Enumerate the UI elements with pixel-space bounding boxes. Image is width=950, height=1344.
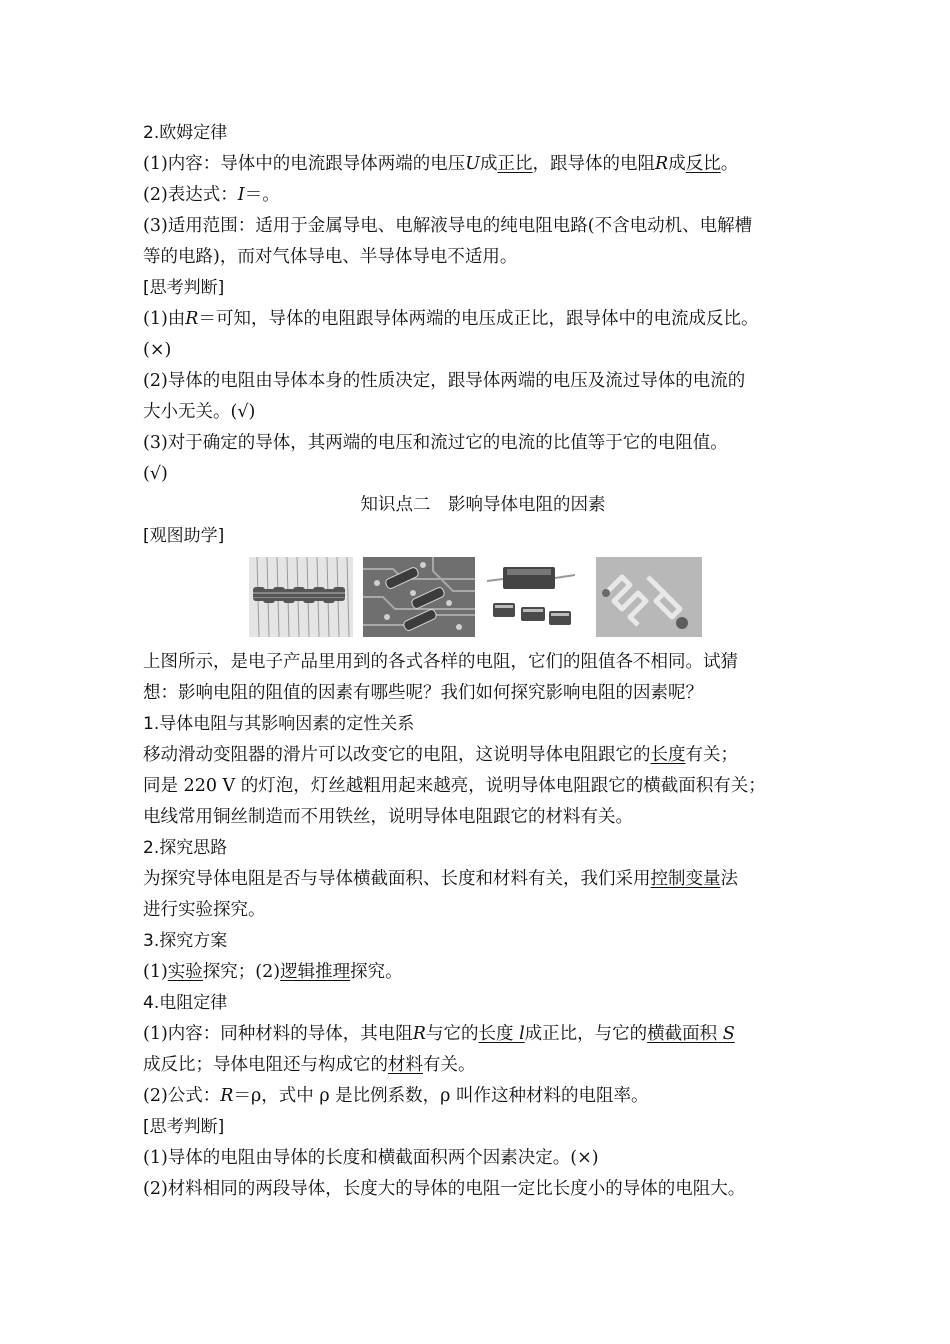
answer-length-l (478, 1024, 524, 1044)
approach-heading: 2.探究思路 (143, 838, 228, 858)
symbol-s: S (722, 1024, 735, 1044)
symbol-r: R (220, 1086, 234, 1106)
text: (1) (143, 962, 168, 982)
text: 探究。 (350, 962, 403, 982)
text: 有关； (685, 745, 738, 765)
symbol-u: U (465, 154, 481, 174)
qualitative-line-2: 同是 220 V 的灯泡，灯丝越粗用起来越亮，说明导体电阻跟它的横截面积有关； (143, 776, 766, 796)
plan-line (143, 957, 823, 988)
judge-item-1 (143, 304, 823, 335)
text: (2)公式： (143, 1086, 221, 1106)
photo-power-resistors (483, 557, 579, 637)
symbol-i: I (237, 185, 245, 205)
text: 长度 (478, 1024, 514, 1044)
answer-experiment: 实验 (167, 962, 203, 982)
view-help-paragraph: 上图所示，是电子产品里用到的各式各样的电阻，它们的阻值各不相同。试猜 (143, 652, 738, 672)
text: 成 (480, 154, 498, 174)
symbol-r: R (412, 1024, 426, 1044)
text: 探究；(2) (202, 962, 281, 982)
think-judge-heading-2: [思考判断] (143, 1117, 225, 1137)
photo-axial-resistors (249, 557, 353, 637)
ohm-law-expression (143, 180, 823, 211)
qualitative-heading: 1.导体电阻与其影响因素的定性关系 (143, 714, 415, 734)
resistance-law-heading: 4.电阻定律 (143, 993, 228, 1013)
text: ＝。 (244, 185, 280, 205)
text: 。 (720, 154, 739, 174)
text: ，跟导体的电阻 (532, 154, 656, 174)
judge-item-2-cont: 大小无关。(√) (143, 402, 256, 422)
answer-material: 材料 (388, 1055, 423, 1075)
judge2-item-1: (1)导体的电阻由导体的长度和横截面积两个因素决定。(×) (143, 1148, 599, 1168)
answer-area-s (647, 1024, 735, 1044)
judge-item-1-answer: (×) (143, 340, 172, 360)
ohm-law-content (143, 149, 823, 180)
view-help-heading: [观图助学] (143, 526, 225, 546)
text: 与它的 (425, 1024, 479, 1044)
view-help-paragraph-cont: 想：影响电阻的阻值的因素有哪些呢？我们如何探究影响电阻的因素呢？ (143, 683, 703, 703)
approach-line-2: 进行实验探究。 (143, 900, 266, 920)
judge2-item-2: (2)材料相同的两段导体，长度大的导体的电阻一定比长度小的导体的电阻大。 (143, 1179, 746, 1199)
text: 有关。 (423, 1055, 476, 1075)
text: 移动滑动变阻器的滑片可以改变它的电阻，这说明导体电阻跟它的 (143, 745, 651, 765)
text: (2)表达式： (143, 185, 238, 205)
document-page (143, 118, 823, 1205)
text: (1)由 (143, 309, 186, 329)
answer-control-variable: 控制变量 (650, 869, 721, 889)
answer-logic-reasoning: 逻辑推理 (280, 962, 351, 982)
plan-heading: 3.探究方案 (143, 931, 228, 951)
text: 成正比，与它的 (524, 1024, 648, 1044)
resistance-law-line-1 (143, 1019, 823, 1050)
ohm-law-scope: (3)适用范围：适用于金属导电、电解液导电的纯电阻电路(不含电动机、电解槽 (143, 216, 753, 236)
judge-item-3: (3)对于确定的导体，其两端的电压和流过它的电流的比值等于它的电阻值。 (143, 433, 728, 453)
text: 成 (668, 154, 686, 174)
text: (1)内容：导体中的电流跟导体两端的电压 (143, 154, 466, 174)
qualitative-line-3: 电线常用铜丝制造而不用铁丝，说明导体电阻跟它的材料有关。 (143, 807, 633, 827)
text: ＝ρ，式中 ρ 是比例系数，ρ 叫作这种材料的电阻率。 (233, 1086, 649, 1106)
resistance-law-line-2 (143, 1050, 823, 1081)
text: 法 (720, 869, 738, 889)
text: (1)内容：同种材料的导体，其电阻 (143, 1024, 413, 1044)
text: 横截面积 (647, 1024, 718, 1044)
ohm-law-scope-cont: 等的电路)，而对气体导电、半导体导电不适用。 (143, 247, 518, 267)
resistance-law-formula (143, 1081, 823, 1112)
photo-circuit-board-resistors (363, 557, 475, 637)
answer-inverse: 反比 (685, 154, 721, 174)
text: 成反比；导体电阻还与构成它的 (143, 1055, 388, 1075)
judge-item-3-answer: (√) (143, 464, 168, 484)
photo-serpentine-resistor (596, 557, 702, 637)
symbol-l: l (519, 1024, 525, 1044)
ohm-law-heading: 2.欧姆定律 (143, 123, 228, 143)
resistor-photos (249, 557, 823, 643)
symbol-r: R (185, 309, 199, 329)
approach-line-1 (143, 864, 823, 895)
symbol-r: R (655, 154, 669, 174)
answer-proportional: 正比 (497, 154, 533, 174)
text: ＝可知，导体的电阻跟导体两端的电压成正比，跟导体中的电流成反比。 (198, 309, 759, 329)
qualitative-line-1 (143, 740, 823, 771)
answer-length: 长度 (650, 745, 686, 765)
knowledge-point-title: 知识点二 影响导体电阻的因素 (360, 495, 606, 515)
judge-item-2: (2)导体的电阻由导体本身的性质决定，跟导体两端的电压及流过导体的电流的 (143, 371, 746, 391)
text: 为探究导体电阻是否与导体横截面积、长度和材料有关，我们采用 (143, 869, 651, 889)
think-judge-heading: [思考判断] (143, 278, 225, 298)
